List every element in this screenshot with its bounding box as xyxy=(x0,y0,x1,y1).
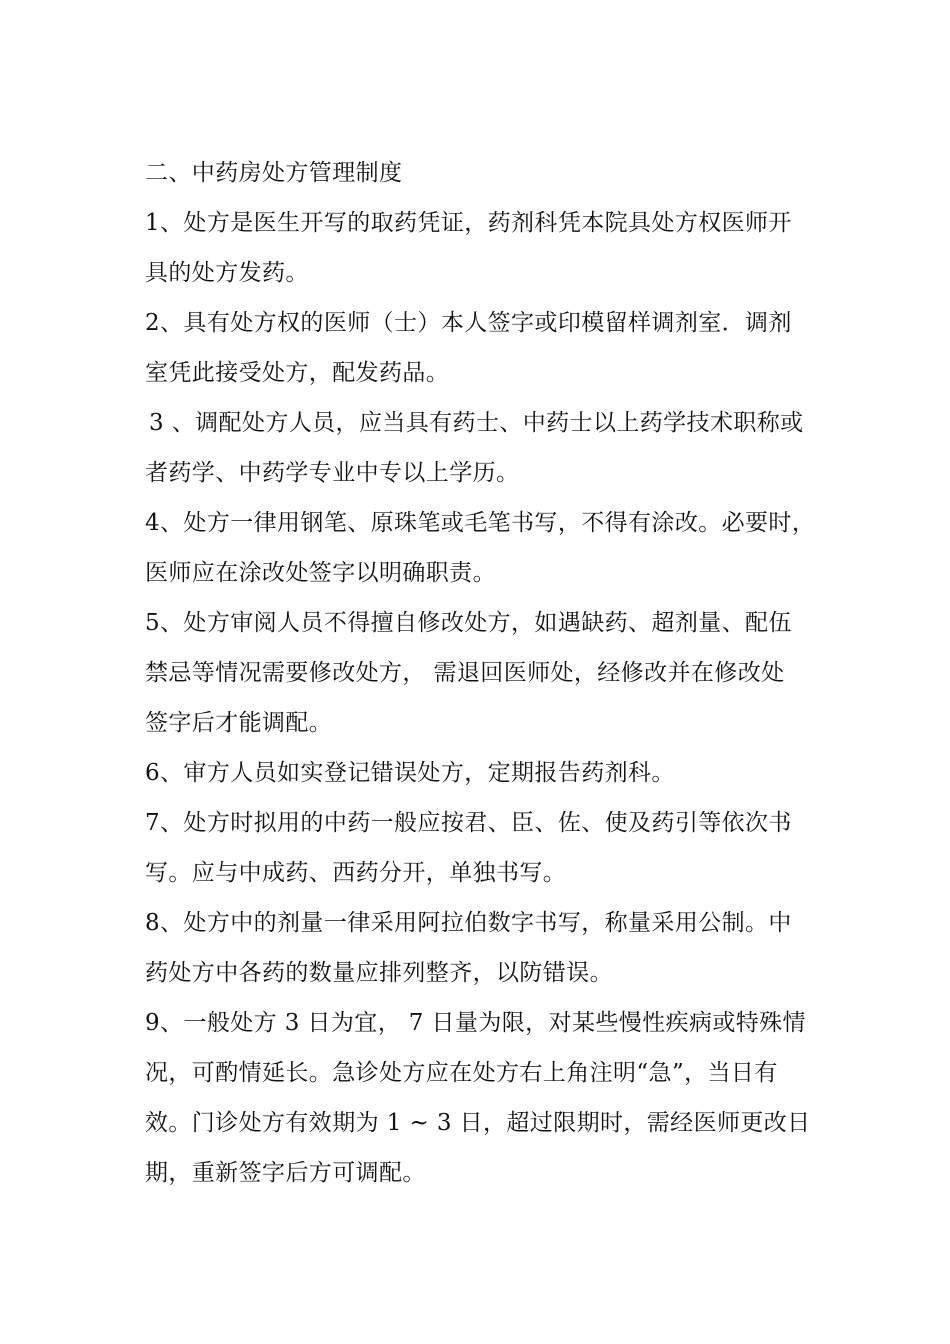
text-line: 药处方中各药的数量应排列整齐，以防错误。 xyxy=(145,960,613,986)
text-line: 5、处方审阅人员不得擅自修改处方，如遇缺药、超剂量、配伍 xyxy=(145,610,792,636)
text-line: 6、审方人员如实登记错误处方，定期报告药剂科。 xyxy=(145,760,675,786)
text-line: 者药学、中药学专业中专以上学历。 xyxy=(145,460,520,486)
document-body xyxy=(145,148,825,1198)
text-line: 况，可酌情延长。急诊处方应在处方右上角注明“急”，当日有 xyxy=(145,1060,778,1086)
text-line: 写。应与中成药、西药分开，单独书写。 xyxy=(145,860,567,886)
text-line: 4、处方一律用钢笔、原珠笔或毛笔书写，不得有涂改。必要时， xyxy=(145,510,816,536)
text-line: 2、具有处方权的医师（士）本人签字或印模留样调剂室．调剂 xyxy=(145,310,792,336)
text-line: 7、处方时拟用的中药一般应按君、臣、佐、使及药引等依次书 xyxy=(145,810,792,836)
text-line: 期，重新签字后方可调配。 xyxy=(145,1160,426,1186)
text-line: 禁忌等情况需要修改处方， 需退回医师处，经修改并在修改处 xyxy=(145,660,785,686)
text-line: 9、一般处方 3 日为宜， 7 日量为限，对某些慢性疾病或特殊情 xyxy=(145,1010,806,1036)
text-line: 具的处方发药。 xyxy=(145,260,309,286)
text-line: 室凭此接受处方，配发药品。 xyxy=(145,360,450,386)
text-line: 1、处方是医生开写的取药凭证，药剂科凭本院具处方权医师开 xyxy=(145,210,792,236)
section-heading: 二、中药房处方管理制度 xyxy=(145,160,403,186)
text-line: 3 、调配处方人员，应当具有药士、中药士以上药学技术职称或 xyxy=(149,410,804,436)
text-line: 签字后才能调配。 xyxy=(145,710,333,736)
text-line: 医师应在涂改处签字以明确职责。 xyxy=(145,560,496,586)
text-line: 效。门诊处方有效期为 1 ~ 3 日，超过限期时，需经医师更改日 xyxy=(145,1110,811,1136)
text-line: 8、处方中的剂量一律采用阿拉伯数字书写，称量采用公制。中 xyxy=(145,910,792,936)
